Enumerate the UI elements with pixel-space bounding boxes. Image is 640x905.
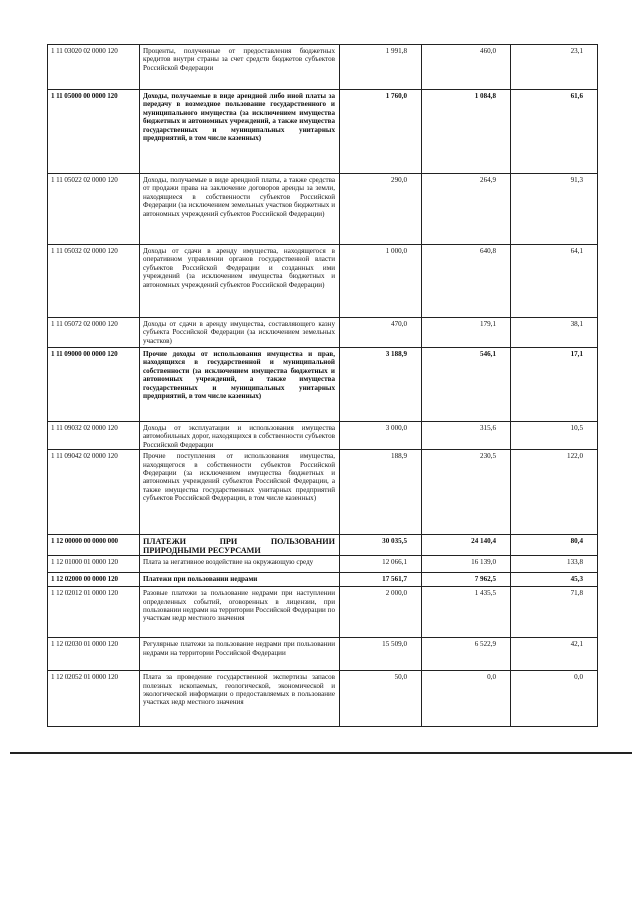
table-row <box>48 535 598 556</box>
plan-value-cell: 50,0 <box>340 671 422 727</box>
code-cell: 1 12 02012 01 0000 120 <box>48 587 140 638</box>
code-cell: 1 11 05000 00 0000 120 <box>48 90 140 174</box>
table-body <box>48 45 598 727</box>
table-row <box>48 587 598 638</box>
plan-value-cell: 290,0 <box>340 174 422 245</box>
percent-cell: 45,3 <box>511 573 598 587</box>
table-row <box>48 671 598 727</box>
name-cell: Проценты, полученные от предоставления бюджетных кредитов внутри страны за счет средств бюджетов субъектов Российской Федерации <box>140 45 340 90</box>
actual-value-cell: 640,8 <box>422 245 511 318</box>
name-cell: Доходы от эксплуатации и использования имущества автомобильных дорог, находящихся в собственности субъектов Российской Федерации <box>140 422 340 450</box>
percent-cell: 61,6 <box>511 90 598 174</box>
code-cell: 1 11 09042 02 0000 120 <box>48 450 140 535</box>
bottom-divider <box>10 752 632 754</box>
revenue-table <box>47 44 598 727</box>
plan-value-cell: 12 066,1 <box>340 556 422 573</box>
actual-value-cell: 264,9 <box>422 174 511 245</box>
code-cell: 1 11 09032 02 0000 120 <box>48 422 140 450</box>
percent-cell: 42,1 <box>511 638 598 671</box>
actual-value-cell: 1 435,5 <box>422 587 511 638</box>
name-cell: Разовые платежи за пользование недрами при наступлении определенных событий, оговоренных в лицензии, при пользовании недрами на территории Российской Федерации по участкам недр местного значения <box>140 587 340 638</box>
actual-value-cell: 16 139,0 <box>422 556 511 573</box>
name-cell: Прочие доходы от использования имущества и прав, находящихся в государственной и муниципальной собственности (за исключением имущества бюджетных и автономных учреждений, а также имущества государственных и муниципальных унитарных предприятий, в том числе казенных) <box>140 348 340 422</box>
plan-value-cell: 3 000,0 <box>340 422 422 450</box>
percent-cell: 122,0 <box>511 450 598 535</box>
code-cell: 1 12 00000 00 0000 000 <box>48 535 140 556</box>
name-cell: Прочие поступления от использования имущества, находящегося в собственности субъектов Российской Федерации (за исключением имущества бюджетных и автономных учреждений субъектов Российской Федерации, а также имущества государственных унитарных предприятий субъектов Российской Федерации, в том числе казенных) <box>140 450 340 535</box>
plan-value-cell: 30 035,5 <box>340 535 422 556</box>
plan-value-cell: 1 991,8 <box>340 45 422 90</box>
table-row <box>48 573 598 587</box>
code-cell: 1 12 01000 01 0000 120 <box>48 556 140 573</box>
actual-value-cell: 0,0 <box>422 671 511 727</box>
table-row <box>48 450 598 535</box>
plan-value-cell: 2 000,0 <box>340 587 422 638</box>
plan-value-cell: 3 188,9 <box>340 348 422 422</box>
actual-value-cell: 546,1 <box>422 348 511 422</box>
actual-value-cell: 24 140,4 <box>422 535 511 556</box>
percent-cell: 80,4 <box>511 535 598 556</box>
name-cell: ПЛАТЕЖИ ПРИ ПОЛЬЗОВАНИИ ПРИРОДНЫМИ РЕСУРСАМИ <box>140 535 340 556</box>
table-row <box>48 556 598 573</box>
percent-cell: 17,1 <box>511 348 598 422</box>
code-cell: 1 11 03020 02 0000 120 <box>48 45 140 90</box>
plan-value-cell: 15 509,0 <box>340 638 422 671</box>
actual-value-cell: 1 084,8 <box>422 90 511 174</box>
actual-value-cell: 179,1 <box>422 318 511 348</box>
plan-value-cell: 1 760,0 <box>340 90 422 174</box>
code-cell: 1 11 05032 02 0000 120 <box>48 245 140 318</box>
table-row <box>48 90 598 174</box>
code-cell: 1 11 09000 00 0000 120 <box>48 348 140 422</box>
percent-cell: 10,5 <box>511 422 598 450</box>
table-row <box>48 174 598 245</box>
table-row <box>48 245 598 318</box>
percent-cell: 64,1 <box>511 245 598 318</box>
name-cell: Доходы, получаемые в виде арендной либо иной платы за передачу в возмездное пользование государственного и муниципального имущества (за исключением имущества бюджетных и автономных учреждений, а также имущества государственных и муниципальных унитарных предприятий, в том числе казенных) <box>140 90 340 174</box>
table-row <box>48 638 598 671</box>
plan-value-cell: 470,0 <box>340 318 422 348</box>
code-cell: 1 12 02030 01 0000 120 <box>48 638 140 671</box>
name-cell: Доходы, получаемые в виде арендной платы, а также средства от продажи права на заключение договоров аренды за земли, находящиеся в собственности субъектов Российской Федерации (за исключением земельных участков бюджетных и автономных учреждений субъектов Российской Федерации) <box>140 174 340 245</box>
actual-value-cell: 7 962,5 <box>422 573 511 587</box>
actual-value-cell: 460,0 <box>422 45 511 90</box>
code-cell: 1 11 05072 02 0000 120 <box>48 318 140 348</box>
table-row <box>48 45 598 90</box>
name-cell: Регулярные платежи за пользование недрами при пользовании недрами на территории Российской Федерации <box>140 638 340 671</box>
name-cell: Доходы от сдачи в аренду имущества, находящегося в оперативном управлении органов государственной власти субъектов Российской Федерации и созданных ими учреждений (за исключением имущества бюджетных и автономных учреждений субъектов Российской Федерации) <box>140 245 340 318</box>
plan-value-cell: 188,9 <box>340 450 422 535</box>
plan-value-cell: 1 000,0 <box>340 245 422 318</box>
percent-cell: 133,8 <box>511 556 598 573</box>
percent-cell: 0,0 <box>511 671 598 727</box>
percent-cell: 71,8 <box>511 587 598 638</box>
name-cell: Плата за негативное воздействие на окружающую среду <box>140 556 340 573</box>
percent-cell: 23,1 <box>511 45 598 90</box>
percent-cell: 38,1 <box>511 318 598 348</box>
name-cell: Платежи при пользовании недрами <box>140 573 340 587</box>
table-row <box>48 348 598 422</box>
name-cell: Плата за проведение государственной экспертизы запасов полезных ископаемых, геологической, экономической и экологической информации о предоставляемых в пользование участках недр местного значения <box>140 671 340 727</box>
actual-value-cell: 315,6 <box>422 422 511 450</box>
name-cell: Доходы от сдачи в аренду имущества, составляющего казну субъекта Российской Федерации (за исключением земельных участков) <box>140 318 340 348</box>
actual-value-cell: 6 522,9 <box>422 638 511 671</box>
code-cell: 1 12 02052 01 0000 120 <box>48 671 140 727</box>
actual-value-cell: 230,5 <box>422 450 511 535</box>
code-cell: 1 12 02000 00 0000 120 <box>48 573 140 587</box>
table-row <box>48 422 598 450</box>
percent-cell: 91,3 <box>511 174 598 245</box>
code-cell: 1 11 05022 02 0000 120 <box>48 174 140 245</box>
table-row <box>48 318 598 348</box>
plan-value-cell: 17 561,7 <box>340 573 422 587</box>
